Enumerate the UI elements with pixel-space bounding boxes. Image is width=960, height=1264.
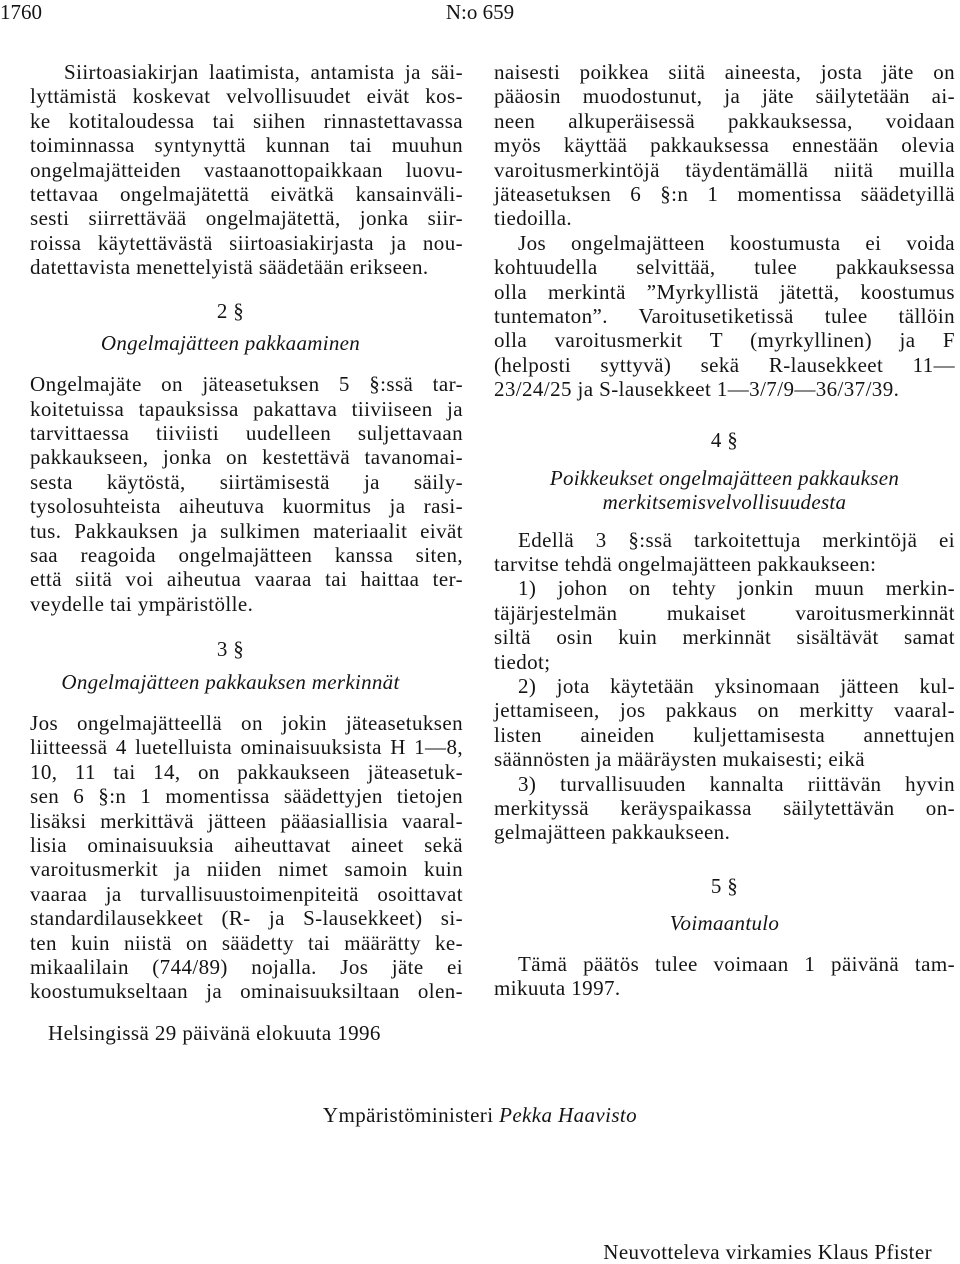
text-line: Ongelmajäte on jäteasetuksen 5 §:ssä tar-	[30, 372, 463, 397]
place-and-date: Helsingissä 29 päivänä elokuuta 1996	[48, 1021, 381, 1045]
section-4	[494, 428, 955, 844]
section-2	[30, 299, 463, 617]
paragraph	[30, 711, 463, 1004]
official-signature: Neuvotteleva virkamies Klaus Pfister	[603, 1240, 932, 1264]
right-column	[494, 60, 955, 1000]
text-line: (helposti syttyvä) sekä R-lausekkeet 11—	[494, 352, 955, 377]
text-line: jettamiseen, jos pakkaus on merkitty vaaral-	[494, 698, 955, 723]
text-line: täjärjestelmän mukaiset varoitusmerkinnät	[494, 600, 955, 625]
text-line: koitetuissa tapauksissa pakattava tiiviiseen ja	[30, 396, 463, 421]
text-line: veydelle tai ympäristölle.	[30, 591, 254, 616]
section-title: Poikkeukset ongelmajätteen pakkauksen	[549, 465, 900, 490]
text-line: tiedot;	[494, 649, 551, 674]
text-line: että siitä voi aiheutua vaaraa tai haittaa ter-	[30, 567, 463, 592]
text-line: lisia ominaisuuksia aiheuttavat aineet sekä	[30, 832, 463, 857]
page-number: 1760	[0, 0, 42, 24]
section-3	[30, 637, 463, 1003]
paragraph	[494, 528, 955, 577]
text-line: olla varoitusmerkit T (myrkyllinen) ja F	[494, 328, 955, 353]
section-number: 4 §	[710, 428, 739, 453]
text-line: ongelmajätteiden vastaanottopaikkaan luovu-	[30, 157, 463, 182]
section-5	[494, 874, 955, 1001]
text-line: vaaraa ja turvallisuustoimenpiteitä osoittavat	[30, 881, 463, 906]
text-line: tarvittaessa tiiviisti uudelleen suljettavaan	[30, 421, 463, 446]
text-line: Siirtoasiakirjan laatimista, antamista ja säi-	[64, 60, 463, 84]
section-number: 5 §	[710, 873, 739, 898]
text-line: Jos ongelmajätteen koostumusta ei voida	[518, 230, 955, 255]
paragraph	[494, 60, 955, 231]
text-line: tus. Pakkauksen ja sulkimen materiaalit eivät	[30, 518, 463, 543]
text-line: 1) johon on tehty jonkin muun merkin-	[518, 576, 955, 601]
text-line: datettavista menettelyistä säädetään erikseen.	[30, 255, 429, 280]
text-line: ke kotitaloudessa tai siihen rinnastettavassa	[30, 108, 463, 133]
section-number: 3 §	[216, 637, 245, 662]
list-item	[494, 772, 955, 845]
list-item	[494, 674, 955, 772]
text-line: Edellä 3 §:ssä tarkoitettuja merkintöjä ei	[518, 527, 955, 552]
text-line: saa reagoida ongelmajätteen kanssa siten,	[30, 543, 463, 568]
text-line: listen aineiden kuljettamisesta annettujen	[494, 722, 955, 747]
text-line: pääosin muodostunut, ja jäte säilytetään ai-	[494, 84, 955, 109]
text-line: jäteasetuksen 6 §:n 1 momentissa säädetyillä	[494, 181, 955, 206]
text-line: mikuuta 1997.	[494, 975, 621, 1000]
text-line: varoitusmerkintöjä täydentämällä niitä muilla	[494, 157, 955, 182]
text-line: säännösten ja määräysten mukaisesti; eikä	[494, 747, 865, 772]
text-line: pakkaukseen, jonka on kestettävä tavanomai-	[30, 445, 463, 470]
text-line: kohtuudella selvittää, tulee pakkauksessa	[494, 255, 955, 280]
text-line: standardilausekkeet (R- ja S-lausekkeet) si-	[30, 906, 463, 931]
section-title: Ongelmajätteen pakkauksen merkinnät	[61, 669, 400, 694]
text-line: tiedoilla.	[494, 206, 573, 231]
minister-name: Pekka Haavisto	[499, 1103, 638, 1127]
text-line: 3) turvallisuuden kannalta riittävän hyvin	[518, 771, 955, 796]
text-line: tettavaa ongelmajätettä eivätkä kansainväli-	[30, 181, 463, 206]
text-line: olla merkintä ”Myrkyllistä jätettä, koostumus	[494, 279, 955, 304]
section-title: merkitsemisvelvollisuudesta	[602, 490, 847, 515]
section-title: Voimaantulo	[669, 911, 780, 936]
section-number: 2 §	[216, 298, 245, 323]
text-line: neen alkuperäisessä pakkauksessa, voidaan	[494, 108, 955, 133]
text-line: mikaalilain (744/89) nojalla. Jos jäte ei	[30, 954, 463, 979]
text-line: koostumukseltaan ja ominaisuuksiltaan olen-	[30, 979, 463, 1004]
minister-title: Ympäristöministeri	[322, 1103, 494, 1127]
text-line: sesti siirrettävää ongelmajätettä, jonka siir-	[30, 206, 463, 231]
text-line: myös käyttää pakkauksessa ennestään olevia	[494, 133, 955, 158]
text-line: liitteessä 4 luetelluista ominaisuuksista H 1—8,	[30, 735, 463, 760]
text-line: naisesti poikkea siitä aineesta, josta jäte on	[494, 60, 955, 84]
left-column	[30, 60, 463, 1004]
paragraph	[494, 952, 955, 1001]
text-line: merkityssä keräyspaikassa säilytettävän on-	[494, 795, 955, 820]
text-line: varoitusmerkit ja niiden nimet samoin kuin	[30, 857, 463, 882]
text-line: 23/24/25 ja S-lausekkeet 1—3/7/9—36/37/39.	[494, 377, 900, 402]
text-line: Tämä päätös tulee voimaan 1 päivänä tam-	[518, 951, 955, 976]
text-line: Jos ongelmajätteellä on jokin jäteasetuksen	[30, 710, 463, 735]
paragraph	[30, 60, 463, 280]
text-line: lyttämistä koskevat velvollisuudet eivät kos-	[30, 84, 463, 109]
paragraph	[494, 231, 955, 402]
text-line: 10, 11 tai 14, on pakkaukseen jäteasetuk-	[30, 759, 463, 784]
text-line: tarvitse tehdä ongelmajätteen pakkaukseen:	[494, 552, 877, 577]
text-line: tysolosuhteista aiheutuva kuormitus ja rasi-	[30, 494, 463, 519]
section-title: Ongelmajätteen pakkaaminen	[100, 330, 361, 355]
text-line: ten kuin niistä on säädetty tai määrätty ke-	[30, 930, 463, 955]
issue-number: N:o 659	[445, 0, 515, 24]
text-line: toiminnassa syntynyttä kunnan tai muuhun	[30, 133, 463, 158]
text-line: roissa käytettävästä siirtoasiakirjasta ja nou-	[30, 230, 463, 255]
text-line: 2) jota käytetään yksinomaan jätteen kul-	[518, 673, 955, 698]
text-line: tuntematon”. Varoitusetiketissä tulee tällöin	[494, 303, 955, 328]
text-line: lisäksi merkittävä jätteen pääasiallisia vaaral-	[30, 808, 463, 833]
minister-signature	[0, 1103, 960, 1127]
paragraph	[30, 372, 463, 616]
text-line: sen 6 §:n 1 momentissa säädettyjen tietojen	[30, 784, 463, 809]
text-line: siltä osin kuin merkinnät sisältävät samat	[494, 625, 955, 650]
text-line: gelmajätteen pakkaukseen.	[494, 820, 731, 845]
list-item	[494, 576, 955, 674]
text-line: sesta käytöstä, siirtämisestä ja säily-	[30, 469, 463, 494]
